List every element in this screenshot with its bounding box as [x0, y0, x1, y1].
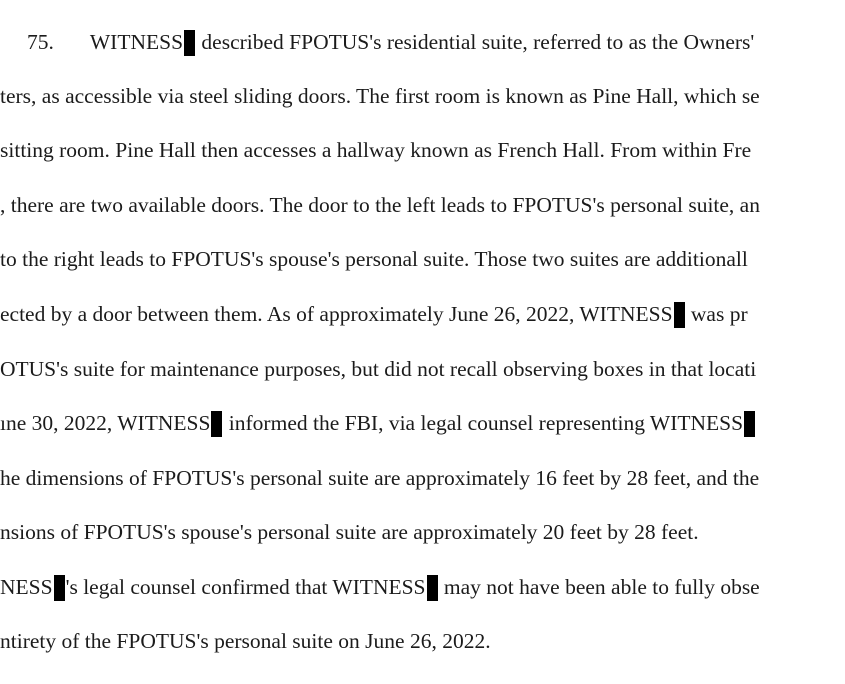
- line-2-text: ters, as accessible via steel sliding doors. The first room is known as Pine Hall, which se: [0, 84, 760, 108]
- line-1-part-1: WITNESS: [89, 30, 184, 54]
- text-line-6: [0, 301, 748, 328]
- redaction-box: [744, 411, 755, 437]
- text-line-8: [0, 410, 756, 437]
- text-line-4: [0, 192, 760, 218]
- text-line-11: [0, 574, 760, 601]
- paragraph-number: 75.: [27, 30, 54, 54]
- redaction-box: [54, 575, 65, 601]
- redaction-box: [211, 411, 222, 437]
- text-line-1: [27, 29, 754, 56]
- text-line-7: [0, 356, 756, 382]
- line-1-part-2: described FPOTUS's residential suite, referred to as the Owners': [201, 30, 755, 54]
- redaction-box: [674, 302, 685, 328]
- line-10-text: nsions of FPOTUS's spouse's personal suite are approximately 20 feet by 28 feet.: [0, 520, 699, 544]
- redaction-box: [427, 575, 438, 601]
- text-line-5: [0, 246, 748, 272]
- line-5-text: to the right leads to FPOTUS's spouse's personal suite. Those two suites are additionall: [0, 247, 748, 271]
- text-line-2: [0, 83, 760, 109]
- line-3-text: sitting room. Pine Hall then accesses a hallway known as French Hall. From within Fre: [0, 138, 752, 162]
- line-6-part-1: ected by a door between them. As of approximately June 26, 2022, WITNESS: [0, 302, 673, 326]
- line-8-part-2: informed the FBI, via legal counsel representing WITNESS: [228, 411, 744, 435]
- line-12-text: ntirety of the FPOTUS's personal suite on June 26, 2022.: [0, 629, 491, 653]
- line-4-text: , there are two available doors. The door to the left leads to FPOTUS's personal suite, an: [0, 193, 760, 217]
- text-line-3: [0, 137, 751, 163]
- text-line-9: [0, 465, 759, 491]
- line-9-text: he dimensions of FPOTUS's personal suite are approximately 16 feet by 28 feet, and the: [0, 466, 760, 490]
- redaction-box: [184, 30, 195, 56]
- line-8-part-1: ıne 30, 2022, WITNESS: [0, 411, 211, 435]
- line-11-part-1: NESS: [0, 575, 53, 599]
- text-line-10: [0, 519, 699, 545]
- text-line-12: [0, 628, 491, 654]
- line-11-part-3: may not have been able to fully obse: [443, 575, 760, 599]
- line-6-part-2: was pr: [690, 302, 748, 326]
- line-11-part-2: 's legal counsel confirmed that WITNESS: [65, 575, 426, 599]
- line-7-text: OTUS's suite for maintenance purposes, but did not recall observing boxes in that locati: [0, 357, 757, 381]
